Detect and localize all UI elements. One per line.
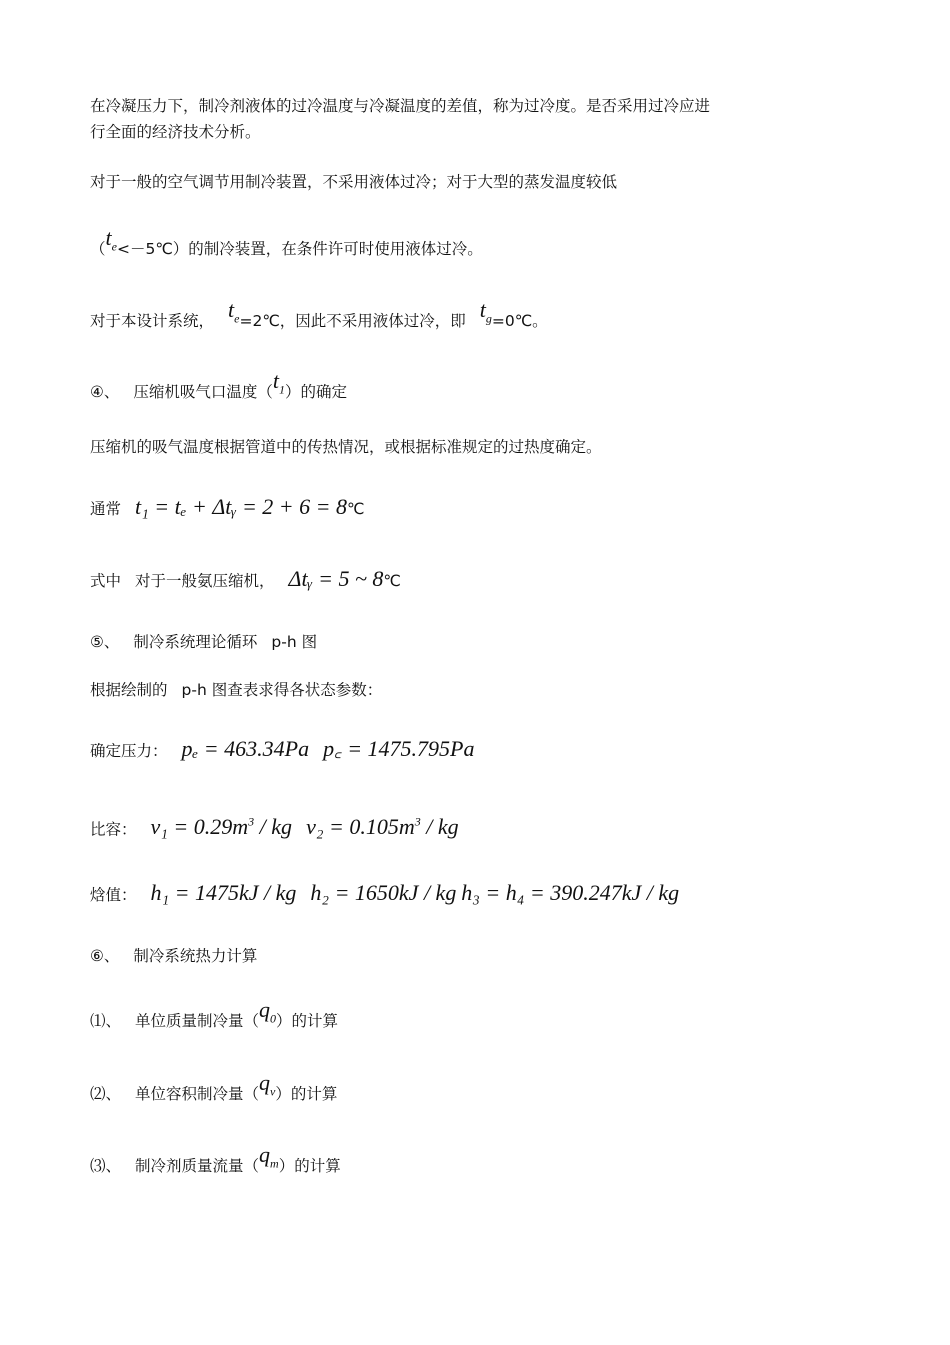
paragraph-enthalpy — [90, 882, 679, 906]
section-number: ⑥、 — [90, 947, 120, 965]
formula-v1: $v_1 = 0.29m^3$ / kg — [150, 814, 293, 840]
paragraph-where — [90, 568, 401, 592]
value-te: =2℃，因此不采用液体过冷，即 — [239, 312, 466, 330]
var-te: $t_e$ — [105, 225, 117, 254]
section-title-tail: 图 — [301, 633, 318, 651]
paragraph-subcooling-def-line2: 行全面的经济技术分析。 — [90, 123, 261, 141]
var-q0: $q_0$ — [259, 997, 277, 1026]
text-tail: 图查表求得各状态参数： — [211, 681, 383, 699]
label-usually: 通常 — [90, 500, 122, 518]
formula-h1: h₁ = 1475kJ / kg — [150, 880, 297, 905]
item-number: ⑶、 — [90, 1157, 122, 1175]
paragraph-subcooling-def-line1: 在冷凝压力下，制冷剂液体的过冷温度与冷凝温度的差值，称为过冷度。是否采用过冷应进 — [90, 97, 711, 115]
list-item — [90, 997, 339, 1038]
paragraph-air-conditioning: 对于一般的空气调节用制冷装置，不采用液体过冷；对于大型的蒸发温度较低 — [90, 173, 618, 191]
paragraph-usually — [90, 496, 364, 520]
list-item — [90, 1142, 341, 1183]
item-text: 制冷剂质量流量（ — [135, 1157, 260, 1175]
section-title-tail: ）的确定 — [285, 383, 348, 401]
open-paren: （ — [90, 240, 106, 258]
item-text-tail: ）的计算 — [276, 1012, 339, 1030]
section-number: ④、 — [90, 383, 120, 401]
section-heading-5 — [90, 631, 317, 653]
formula-h2: h₂ = 1650kJ / kg — [310, 880, 457, 905]
section-heading-6 — [90, 945, 257, 967]
label-where: 式中 — [90, 572, 122, 590]
label-pressure: 确定压力： — [90, 742, 168, 760]
section-heading-4 — [90, 368, 348, 409]
paragraph-suction-temp: 压缩机的吸气温度根据管道中的传热情况，或根据标准规定的过热度确定。 — [90, 438, 602, 456]
section-title: 压缩机吸气口温度（ — [133, 383, 273, 401]
var-te: $t_e$ — [228, 297, 240, 326]
text: 对于本设计系统， — [90, 312, 215, 330]
item-number: ⑵、 — [90, 1085, 122, 1103]
paragraph-state-params — [90, 679, 382, 701]
unit-celsius: ℃ — [383, 572, 401, 590]
item-text: 单位容积制冷量（ — [135, 1085, 260, 1103]
var-qv: $q_v$ — [259, 1070, 276, 1099]
var-qm: $q_m$ — [259, 1142, 279, 1171]
section-number: ⑤、 — [90, 633, 120, 651]
label-enthalpy: 焓值： — [90, 886, 137, 904]
item-number: ⑴、 — [90, 1012, 122, 1030]
formula-pe: pₑ = 463.34Pa — [181, 736, 310, 761]
paragraph-design-system — [90, 297, 548, 338]
paragraph-specific-volume — [90, 811, 459, 840]
formula-h3-h4: h₃ = h₄ = 390.247kJ / kg — [461, 880, 680, 905]
ph-label: p-h — [271, 633, 297, 651]
label-volume: 比容： — [90, 820, 137, 839]
unit-celsius: ℃ — [346, 500, 365, 518]
formula-suction-temp: t₁ = tₑ + Δtᵧ = 2 + 6 = 8 — [135, 494, 347, 519]
section-title: 制冷系统热力计算 — [133, 947, 258, 965]
formula-pc: p꜀ = 1475.795Pa — [323, 736, 475, 761]
text: 对于一般氨压缩机， — [135, 572, 275, 590]
item-text: 单位质量制冷量（ — [135, 1012, 260, 1030]
formula-v2: $v_2 = 0.105m^3$ / kg — [306, 814, 459, 840]
section-title: 制冷系统理论循环 — [133, 633, 258, 651]
ph-label: p-h — [181, 681, 207, 699]
value-tg: =0℃。 — [491, 312, 548, 330]
var-t1: $t_1$ — [272, 368, 286, 397]
list-item — [90, 1070, 338, 1111]
item-text-tail: ）的计算 — [278, 1157, 341, 1175]
text: 根据绘制的 — [90, 681, 168, 699]
paragraph-rest: ）的制冷装置，在条件许可时使用液体过冷。 — [172, 240, 483, 258]
var-tg: $t_g$ — [479, 297, 492, 326]
paragraph-pressure — [90, 738, 474, 762]
paragraph-large-devices — [90, 225, 483, 266]
formula-superheat: Δtᵧ = 5 ~ 8 — [288, 566, 384, 591]
condition-text: <－5℃ — [116, 240, 173, 258]
item-text-tail: ）的计算 — [275, 1085, 338, 1103]
